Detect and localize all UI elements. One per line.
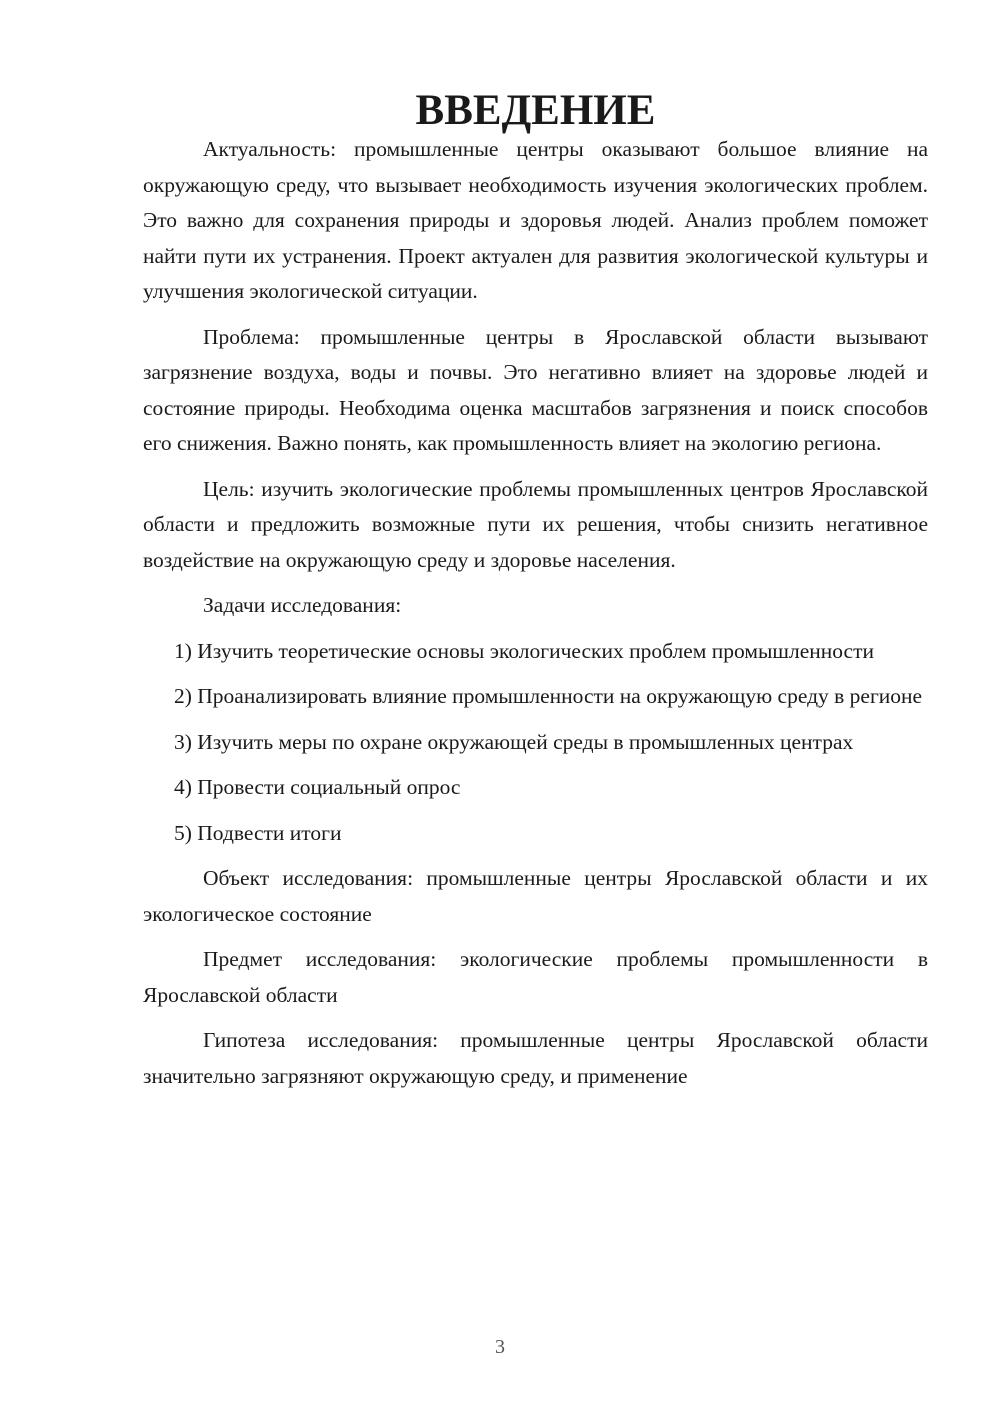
page-number: 3 — [495, 1336, 505, 1358]
task-item-2: 2) Проанализировать влияние промышленности на окружающую среду в регионе — [174, 684, 923, 708]
paragraph-hypothesis: Гипотеза исследования: промышленные центры Ярославской области значительно загрязняют окружающую среду, и применение — [143, 1028, 928, 1088]
task-item-1: 1) Изучить теоретические основы экологических проблем промышленности — [174, 638, 874, 663]
paragraph-problem: Проблема: промышленные центры в Ярославской области вызывают загрязнение воздуха, воды и почвы. Это негативно влияет на здоровье людей и состояние природы. Необходима оценка масштабов загрязнения и поиск способов его снижения. Важно понять, как промышленность влияет на экологию региона. — [143, 324, 928, 455]
task-item-4: 4) Провести социальный опрос — [174, 775, 461, 799]
paragraph-tasks-intro: Задачи исследования: — [203, 593, 402, 617]
paragraph-relevance: Актуальность: промышленные центры оказывают большое влияние на окружающую среду, что вызывает необходимость изучения экологических проблем. Это важно для сохранения природы и здоровья людей. Анализ проблем поможет найти пути их устранения. Проект актуален для развития экологической культуры и улучшения экологической ситуации. — [143, 137, 928, 303]
paragraph-subject: Предмет исследования: экологические проблемы промышленности в Ярославской области — [143, 947, 928, 1007]
task-item-5: 5) Подвести итоги — [174, 820, 342, 845]
task-item-3: 3) Изучить меры по охране окружающей среды в промышленных центрах — [174, 729, 854, 754]
paragraph-object: Объект исследования: промышленные центры Ярославской области и их экологическое состояние — [143, 866, 928, 926]
paragraph-goal: Цель: изучить экологические проблемы промышленных центров Ярославской области и предложить возможные пути их решения, чтобы снизить негативное воздействие на окружающую среду и здоровье населения. — [143, 476, 928, 572]
section-heading: ВВЕДЕНИЕ — [415, 87, 656, 134]
document-page — [143, 87, 928, 1104]
